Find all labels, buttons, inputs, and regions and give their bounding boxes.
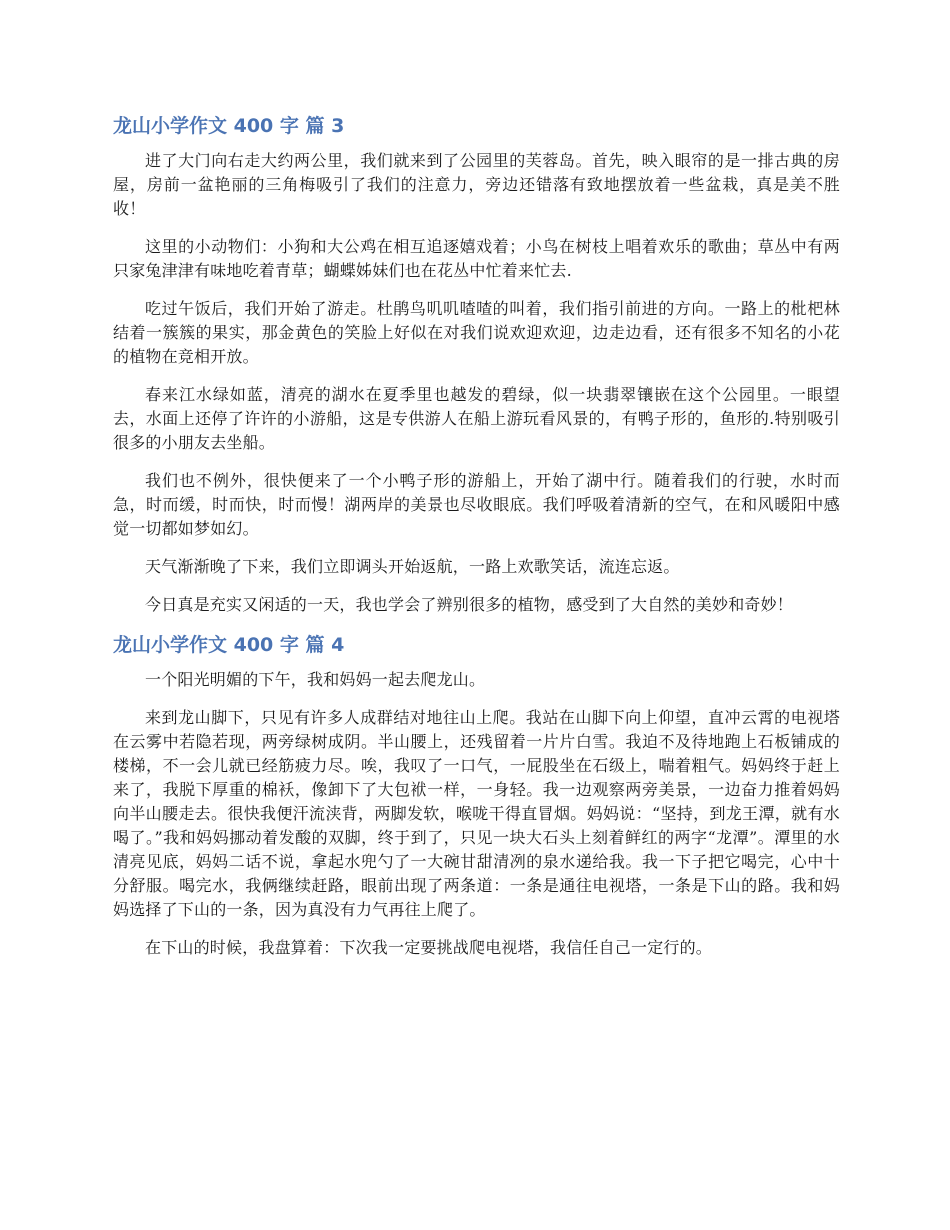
essay-section-3 bbox=[113, 112, 840, 617]
paragraph: 天气渐渐晚了下来，我们立即调头开始返航，一路上欢歌笑话，流连忘返。 bbox=[145, 557, 680, 576]
paragraph: 这里的小动物们：小狗和大公鸡在相互追逐嬉戏着；小鸟在树枝上唱着欢乐的歌曲；草丛中有两只家兔津津有味地吃着青草；蝴蝶姊妹们也在花丛中忙着来忙去. bbox=[113, 237, 840, 280]
paragraph: 春来江水绿如蓝，清亮的湖水在夏季里也越发的碧绿，似一块翡翠镶嵌在这个公园里。一眼望去，水面上还停了许许的小游船，这是专供游人在船上游玩看风景的，有鸭子形的，鱼形的.特别吸引很多的小朋友去坐船。 bbox=[113, 385, 840, 452]
paragraph: 今日真是充实又闲适的一天，我也学会了辨别很多的植物，感受到了大自然的美妙和奇妙！ bbox=[145, 595, 794, 614]
paragraph: 来到龙山脚下，只见有许多人成群结对地往山上爬。我站在山脚下向上仰望，直冲云霄的电视塔在云雾中若隐若现，两旁绿树成阴。半山腰上，还残留着一片片白雪。我迫不及待地跑上石板铺成的楼梯，不一会儿就已经筋疲力尽。唉，我叹了一口气，一屁股坐在石级上，喘着粗气。妈妈终于赶上来了，我脱下厚重的棉袄，像卸下了大包袱一样，一身轻。我一边观察两旁美景，一边奋力推着妈妈向半山腰走去。很快我便汗流浃背，两脚发软，喉咙干得直冒烟。妈妈说：“坚持，到龙王潭，就有水喝了。”我和妈妈挪动着发酸的双脚，终于到了，只见一块大石头上刻着鲜红的两字“龙潭”。潭里的水清亮见底，妈妈二话不说，拿起水兜勺了一大碗甘甜清冽的泉水递给我。我一下子把它喝完，心中十分舒服。喝完水，我俩继续赶路，眼前出现了两条道：一条是通往电视塔，一条是下山的路。我和妈妈选择了下山的一条，因为真没有力气再往上爬了。 bbox=[113, 708, 840, 919]
essay-section-4 bbox=[113, 631, 840, 960]
paragraph: 进了大门向右走大约两公里，我们就来到了公园里的芙蓉岛。首先，映入眼帘的是一排古典的房屋，房前一盆艳丽的三角梅吸引了我们的注意力，旁边还错落有致地摆放着一些盆栽，真是美不胜收！ bbox=[113, 151, 840, 218]
paragraph: 一个阳光明媚的下午，我和妈妈一起去爬龙山。 bbox=[145, 670, 486, 689]
paragraph: 吃过午饭后，我们开始了游走。杜鹃鸟叽叽喳喳的叫着，我们指引前进的方向。一路上的枇杷林结着一簇簇的果实，那金黄色的笑脸上好似在对我们说欢迎欢迎，边走边看，还有很多不知名的小花的植物在竞相开放。 bbox=[113, 299, 840, 366]
paragraph: 在下山的时候，我盘算着：下次我一定要挑战爬电视塔，我信任自己一定行的。 bbox=[145, 938, 713, 957]
section-heading: 龙山小学作文 400 字 篇 3 bbox=[113, 115, 345, 137]
section-heading: 龙山小学作文 400 字 篇 4 bbox=[113, 634, 345, 656]
paragraph: 我们也不例外，很快便来了一个小鸭子形的游船上，开始了湖中行。随着我们的行驶，水时而急，时而缓，时而快，时而慢！湖两岸的美景也尽收眼底。我们呼吸着清新的空气，在和风暖阳中感觉一切都如梦如幻。 bbox=[113, 471, 840, 538]
